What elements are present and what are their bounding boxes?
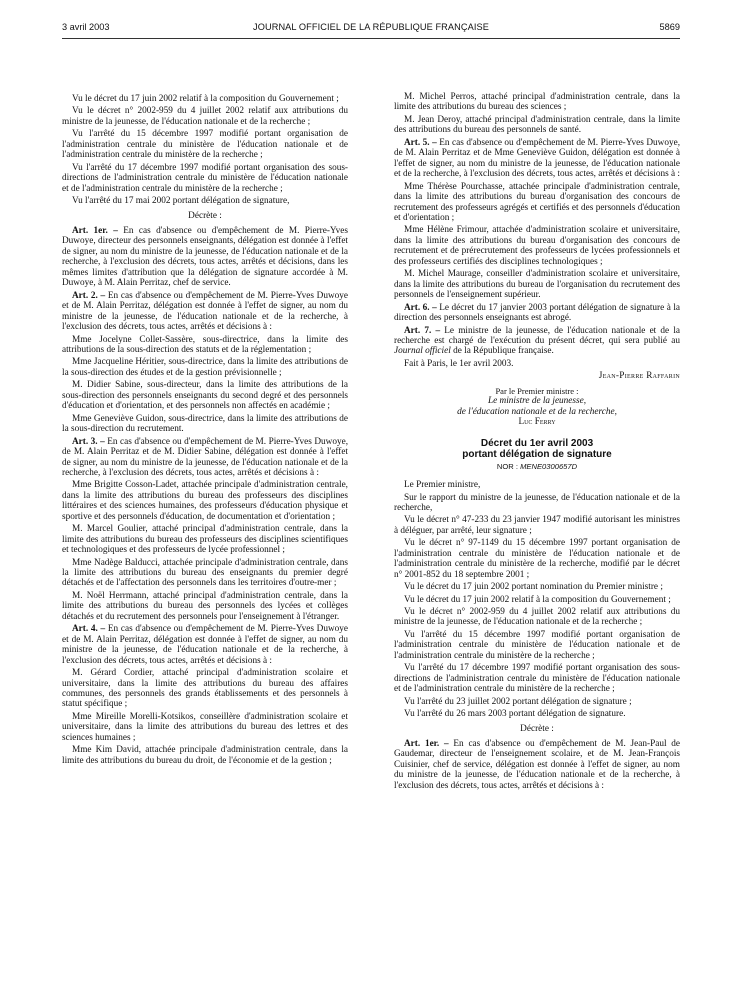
paragraph: Vu l'arrêté du 17 mai 2002 portant délégation de signature, bbox=[72, 196, 290, 207]
header-rule bbox=[62, 38, 680, 39]
header-title: JOURNAL OFFICIEL DE LA RÉPUBLIQUE FRANÇAISE bbox=[253, 22, 489, 32]
paragraph: Sur le rapport du ministre de la jeunesse, de l'éducation nationale et de la recherche, bbox=[394, 492, 680, 513]
paragraph: M. Jean Deroy, attaché principal d'administration centrale, dans la limite des attributions du bureau des personnels de santé. bbox=[394, 114, 680, 136]
header-page-number: 5869 bbox=[659, 22, 680, 32]
nor-reference bbox=[394, 462, 680, 472]
paragraph: Mme Geneviève Guidon, sous-directrice, dans la limite des attributions de la sous-direction du recrutement. bbox=[62, 413, 348, 435]
paragraph: Mme Thérèse Pourchasse, attachée principale d'administration centrale, dans la limite des attributions du bureau d'organisation des concours de recrutement des professeurs agrégés et certifiés et des personnels d'éducation et d'orientation ; bbox=[394, 181, 680, 223]
paragraph: Mme Mireille Morelli-Kotsikos, conseillère d'administration scolaire et universitaire, dans la limite des attributions du bureau des lettres et des sciences humaines ; bbox=[62, 711, 348, 743]
nor-code: MENE0300657D bbox=[520, 461, 578, 471]
article-7 bbox=[394, 326, 680, 357]
paragraph: Vu le décret n° 47-233 du 23 janvier 1947 modifié autorisant les ministres à déléguer, par arrêté, leur signature ; bbox=[394, 515, 680, 536]
paragraph: M. Michel Maurage, conseiller d'administration scolaire et universitaire, dans la limite des attributions du bureau de l'organisation du recrutement des personnels de l'enseignement supérieur. bbox=[394, 269, 680, 301]
article-text: En cas d'absence ou d'empêchement de M. Pierre-Yves Duwoye, de M. Alain Perritaz et de M. Didier Sabine, délégation est donnée à l'effet de signer, au nom du ministre de la jeunesse, de l'éducation nationale et de la recherche, à l'exclusion des décrets, tous actes, arrêtés et décisions à : bbox=[62, 436, 349, 478]
paragraph: M. Marcel Goulier, attaché principal d'administration centrale, dans la limite des attributions du bureau des professeurs des disciplines scientifiques et technologiques et des professeurs de lycée professionnel ; bbox=[62, 524, 348, 556]
nor-label: NOR : bbox=[496, 461, 518, 471]
article-1 bbox=[62, 226, 348, 289]
decree-title bbox=[394, 438, 680, 461]
article-text: de la République française. bbox=[453, 346, 554, 357]
right-column bbox=[394, 92, 680, 793]
article-label: Art. 1er. – bbox=[404, 739, 449, 750]
article-label: Art. 5. – bbox=[404, 137, 437, 148]
article-label: Art. 3. – bbox=[72, 436, 105, 447]
article-6 bbox=[394, 303, 680, 324]
article-2 bbox=[62, 291, 348, 333]
decree-title-line: Décret du 1er avril 2003 bbox=[480, 437, 594, 449]
article-label: Art. 4. – bbox=[72, 624, 106, 635]
article-text: En cas d'absence ou d'empêchement de M. Jean-Paul de Gaudemar, directeur de l'enseignement scolaire, et de M. Jean-François Cuisinier, chef de service, délégation est donnée à l'effet de signer, au nom du ministre de la jeunesse, de l'éducation nationale et de la recherche, à l'exclusion des décrets, tous actes, arrêtés et décisions à : bbox=[394, 739, 681, 791]
signature-date: Fait à Paris, le 1er avril 2003. bbox=[404, 358, 514, 369]
paragraph: Mme Hélène Frimour, attachée d'administration scolaire et universitaire, dans la limite des attributions du bureau d'organisation des concours de recrutement et de prérecrutement des professeurs de lycées professionnels et des professeurs certifiés des disciplines technologiques ; bbox=[394, 225, 680, 267]
article-1 bbox=[394, 739, 680, 791]
page-header bbox=[62, 22, 680, 36]
paragraph: Mme Brigitte Cosson-Ladet, attachée principale d'administration centrale, dans la limite des attributions du bureau des professeurs des disciplines littéraires et des sciences humaines, des professeurs d'éducation physique et sportive et des personnels d'éducation, de documentation et d'orientation ; bbox=[62, 480, 348, 522]
article-label: Art. 1er. – bbox=[72, 225, 118, 236]
paragraph: M. Gérard Cordier, attaché principal d'administration scolaire et universitaire, dans la limite des attributions du bureau des affaires communes, des personnels des grands établissements et des personnels à statut spécifique ; bbox=[62, 668, 348, 710]
paragraph: M. Noël Herrmann, attaché principal d'administration centrale, dans la limite des attributions du bureau des personnels des lycées et collèges détachés et du recrutement des personnels pour l'enseignement à l'étranger. bbox=[62, 590, 348, 622]
article-text: En cas d'absence ou d'empêchement de M. Pierre-Yves Duwoye et de M. Alain Perritaz, délégation est donnée à l'effet de signer, au nom du ministre de la jeunesse, de l'éducation nationale et de la recherche, à l'exclusion des décrets, tous actes, arrêtés et décisions à : bbox=[62, 290, 348, 333]
paragraph: Mme Jacqueline Héritier, sous-directrice, dans la limite des attributions de la sous-direction des études et de la gestion prévisionnelle ; bbox=[62, 357, 348, 378]
decrete-heading: Décrète : bbox=[188, 210, 222, 221]
decree-title-line: portant délégation de signature bbox=[462, 449, 612, 461]
countersign-intro: Par le Premier ministre : bbox=[495, 385, 579, 396]
article-text: En cas d'absence ou d'empêchement de M. Pierre-Yves Duwoye et de M. Alain Perritaz, délégation est donnée à l'effet de signer, au nom du ministre de la jeunesse, de l'éducation nationale et de la recherche, à l'exclusion des décrets, tous actes, arrêtés et décisions à : bbox=[62, 624, 348, 666]
journal-name: Journal officiel bbox=[394, 346, 451, 357]
paragraph: Mme Kim David, attachée principale d'administration centrale, dans la limite des attributions du bureau du droit, de l'économie et de la gestion ; bbox=[62, 745, 348, 766]
paragraph: Vu le décret n° 2002-959 du 4 juillet 2002 relatif aux attributions du ministre de la jeunesse, de l'éducation nationale et de la recherche ; bbox=[394, 607, 680, 628]
article-text: En cas d'absence ou d'empêchement de M. Pierre-Yves Duwoye, directeur des personnels enseignants, délégation est donnée à l'effet de signer, au nom du ministre de la jeunesse, de l'éducation nationale et de la recherche, à l'exclusion des décrets, tous actes, arrêtés et décisions, dans les mêmes limites d'attribution que la délégation de signature accordée à M. Duwoye, à M. Alain Perritaz, chef de service. bbox=[62, 225, 349, 289]
decrete-heading: Décrète : bbox=[520, 723, 554, 734]
article-5 bbox=[394, 138, 680, 180]
signatory-name: Jean-Pierre Raffarin bbox=[598, 371, 680, 382]
left-column bbox=[62, 94, 348, 768]
paragraph: Vu l'arrêté du 23 juillet 2002 portant délégation de signature ; bbox=[404, 696, 632, 707]
paragraph: Vu le décret du 17 juin 2002 portant nomination du Premier ministre ; bbox=[404, 582, 663, 593]
article-label: Art. 7. – bbox=[404, 325, 441, 336]
minister-title: de l'éducation nationale et de la recherche, bbox=[457, 406, 617, 417]
paragraph: Vu l'arrêté du 15 décembre 1997 modifié portant organisation de l'administration centrale du ministère de l'éducation nationale et de l'administration centrale du ministère de la recherche ; bbox=[394, 629, 680, 661]
article-3 bbox=[62, 437, 348, 479]
article-text: Le décret du 17 janvier 2003 portant délégation de signature à la direction des personnels enseignants est abrogé. bbox=[394, 302, 680, 324]
article-text: En cas d'absence ou d'empêchement de M. Pierre-Yves Duwoye, de M. Alain Perritaz et de Mme Geneviève Guidon, délégation est donnée à l'effet de signer, au nom du ministre de la jeunesse, de l'éducation nationale et de la recherche, à l'exclusion des décrets, tous actes, arrêtés et décisions à : bbox=[394, 137, 681, 180]
paragraph: Vu le décret n° 2002-959 du 4 juillet 2002 relatif aux attributions du ministre de la jeunesse, de l'éducation nationale et de la recherche ; bbox=[62, 106, 348, 127]
paragraph: Vu l'arrêté du 15 décembre 1997 modifié portant organisation de l'administration centrale du ministère de l'éducation nationale et de l'administration centrale du ministère de la recherche ; bbox=[62, 129, 348, 161]
paragraph: Le Premier ministre, bbox=[404, 480, 481, 491]
paragraph: M. Didier Sabine, sous-directeur, dans la limite des attributions de la sous-direction des personnels enseignants du second degré et des personnels d'éducation et d'orientation, et des personnels non affectés en académie ; bbox=[62, 380, 348, 412]
article-label: Art. 2. – bbox=[72, 290, 106, 301]
minister-title: Le ministre de la jeunesse, bbox=[487, 396, 587, 407]
header-date: 3 avril 2003 bbox=[62, 22, 110, 32]
minister-name: Luc Ferry bbox=[518, 417, 556, 428]
paragraph: Vu l'arrêté du 17 décembre 1997 modifié portant organisation des sous-directions de l'administration centrale du ministère de l'éducation nationale et de l'administration centrale du ministère de la recherche ; bbox=[394, 663, 680, 695]
paragraph: Vu l'arrêté du 17 décembre 1997 modifié portant organisation des sous-directions de l'administration centrale du ministère de l'éducation nationale et de l'administration centrale du ministère de la recherche ; bbox=[62, 162, 348, 194]
paragraph: Vu l'arrêté du 26 mars 2003 portant délégation de signature. bbox=[404, 709, 626, 720]
article-text: Le ministre de la jeunesse, de l'éducation nationale et de la recherche est chargé de l'exécution du présent décret, qui sera publié au bbox=[394, 325, 680, 346]
paragraph: Vu le décret n° 97-1149 du 15 décembre 1997 portant organisation de l'administration centrale du ministère de l'éducation nationale et de l'administration centrale du ministère de la recherche, modifié par le décret n° 2001-852 du 18 septembre 2001 ; bbox=[394, 538, 680, 580]
paragraph: Mme Nadège Balducci, attachée principale d'administration centrale, dans la limite des attributions du bureau des enseignants du premier degré détachés et de l'affectation des personnels dans les territoires d'outre-mer ; bbox=[62, 557, 348, 589]
article-4 bbox=[62, 624, 348, 666]
paragraph: Mme Jocelyne Collet-Sassère, sous-directrice, dans la limite des attributions de la sous-direction des statuts et de la réglementation ; bbox=[62, 334, 348, 355]
article-label: Art. 6. – bbox=[404, 302, 437, 313]
paragraph: Vu le décret du 17 juin 2002 relatif à la composition du Gouvernement ; bbox=[404, 594, 671, 605]
paragraph: M. Michel Perros, attaché principal d'administration centrale, dans la limite des attributions du bureau des sciences ; bbox=[394, 92, 680, 113]
paragraph: Vu le décret du 17 juin 2002 relatif à la composition du Gouvernement ; bbox=[72, 94, 339, 104]
